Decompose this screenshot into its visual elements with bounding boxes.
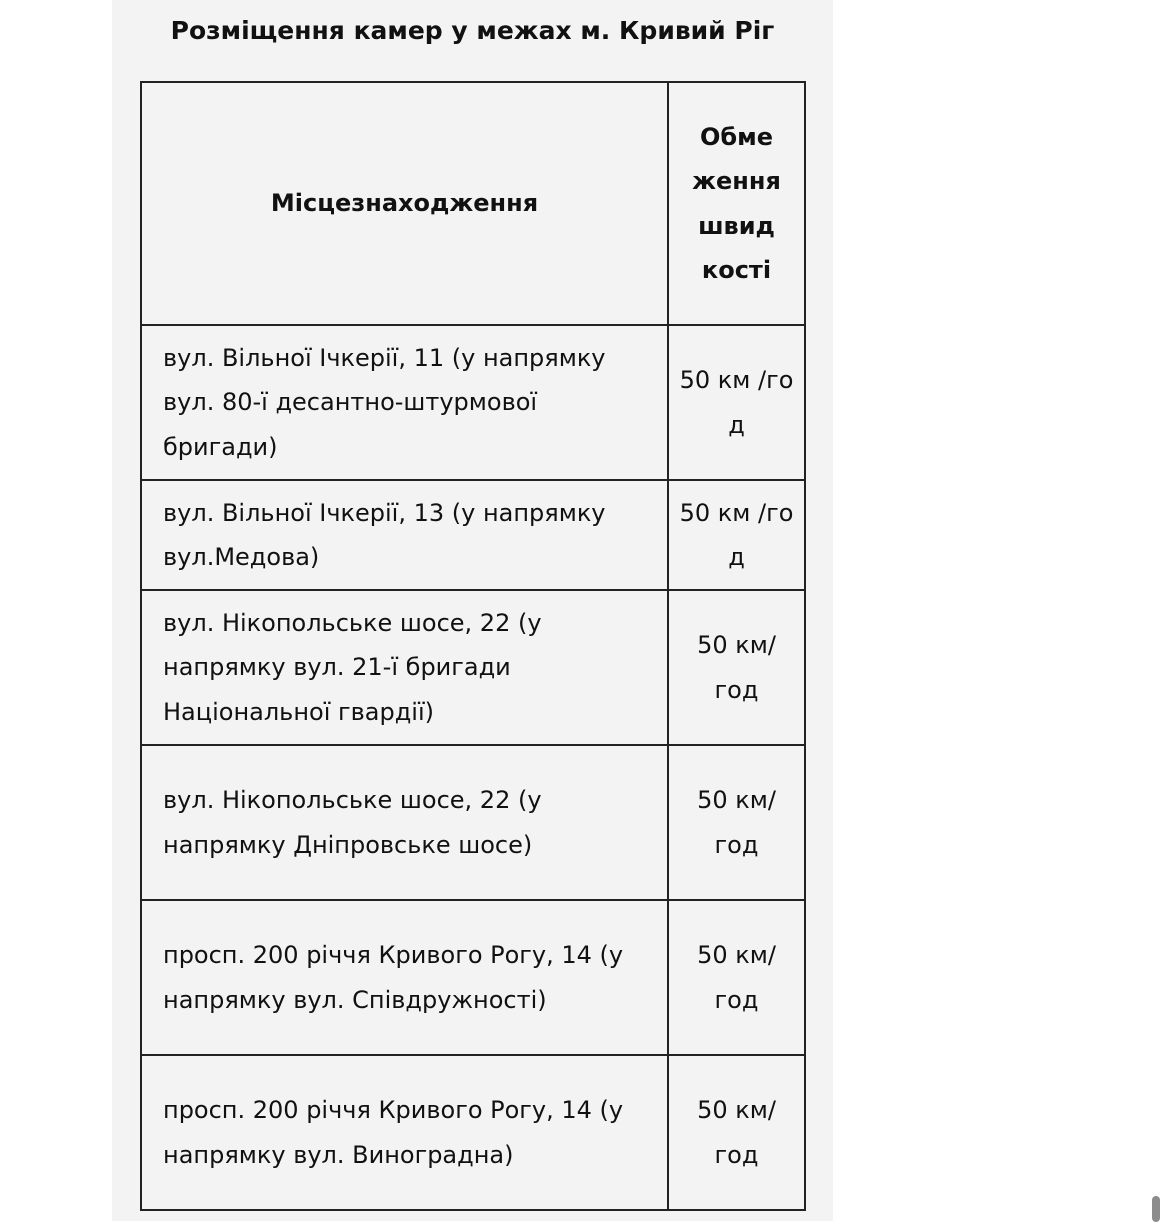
speed-limit-cell: 50 км /год <box>668 480 805 590</box>
location-cell: вул. Нікопольське шосе, 22 (у напрямку Дніпровське шосе) <box>141 745 668 900</box>
location-cell: просп. 200 річчя Кривого Рогу, 14 (у напрямку вул. Співдружності) <box>141 900 668 1055</box>
speed-limit-cell: 50 км/год <box>668 900 805 1055</box>
speed-limit-cell: 50 км/год <box>668 745 805 900</box>
location-cell: вул. Вільної Ічкерії, 13 (у напрямку вул.Медова) <box>141 480 668 590</box>
speed-limit-cell: 50 км/год <box>668 1055 805 1210</box>
column-header-location: Місцезнаходження <box>141 82 668 325</box>
content-panel <box>112 0 833 1221</box>
location-cell: просп. 200 річчя Кривого Рогу, 14 (у напрямку вул. Виноградна) <box>141 1055 668 1210</box>
table-row <box>141 1055 805 1210</box>
location-cell: вул. Нікопольське шосе, 22 (у напрямку вул. 21-ї бригади Національної гвардії) <box>141 590 668 745</box>
table-row <box>141 900 805 1055</box>
scrollbar-thumb[interactable] <box>1152 1196 1160 1222</box>
table-row <box>141 590 805 745</box>
speed-limit-cell: 50 км/год <box>668 590 805 745</box>
table-row <box>141 745 805 900</box>
location-cell: вул. Вільної Ічкерії, 11 (у напрямку вул. 80-ї десантно-штурмової бригади) <box>141 325 668 480</box>
page-title: Розміщення камер у межах м. Кривий Ріг <box>170 16 775 45</box>
camera-locations-table <box>140 81 806 1211</box>
column-header-speed-limit: Обмеження швидкості <box>668 82 805 325</box>
table-row <box>141 480 805 590</box>
speed-limit-cell: 50 км /год <box>668 325 805 480</box>
table-row <box>141 325 805 480</box>
table-header-row <box>141 82 805 325</box>
